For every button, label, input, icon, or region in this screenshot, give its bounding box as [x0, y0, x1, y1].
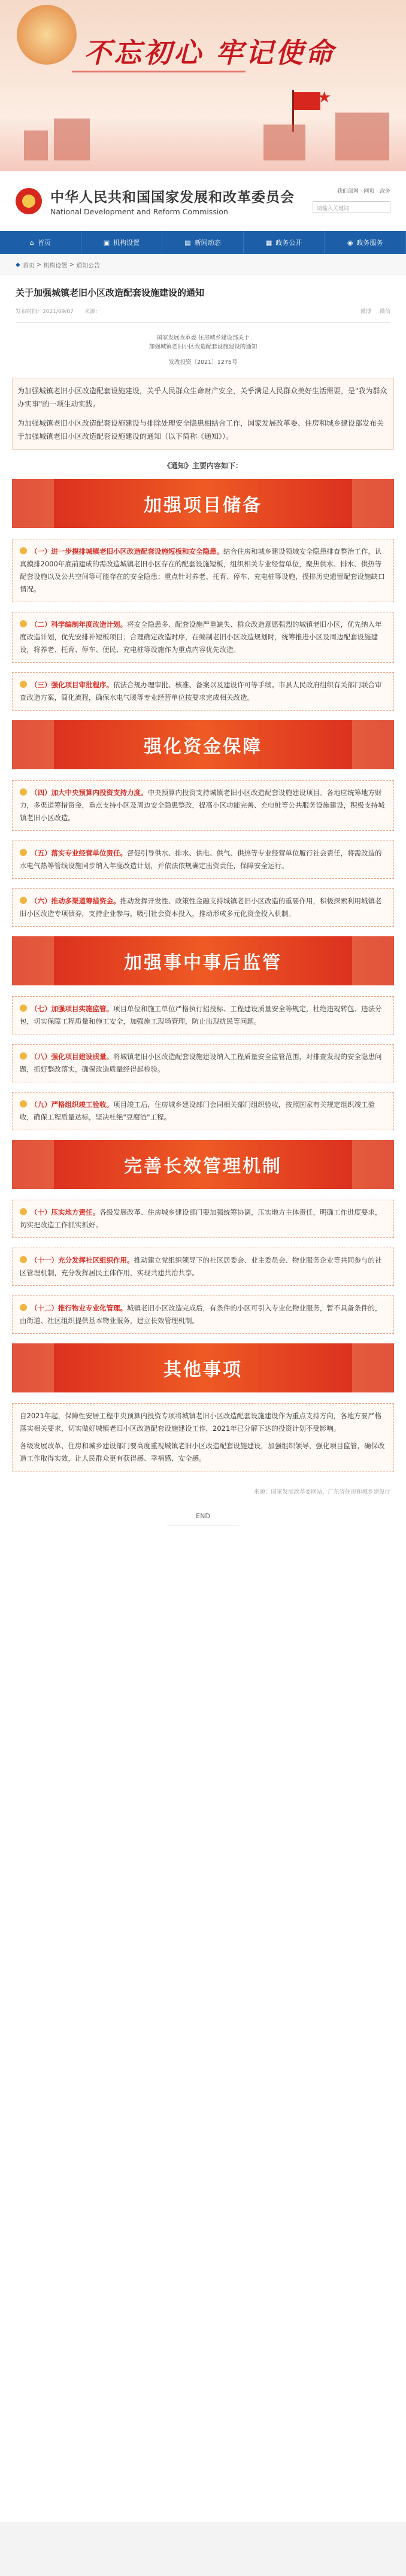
banner-slogan: 不忘初心 牢记使命 [84, 37, 336, 69]
closing-paragraph: 各级发展改革、住房和城乡建设部门要高度重视城镇老旧小区改造配套设施建设，加强组织领导，强化项目监管，确保改造工作取得实效，让人民群众更有获得感、幸福感、安全感。 [20, 1442, 385, 1463]
party-emblem-icon: ★ [317, 89, 332, 107]
card-body: 中央预算内投资支持城镇老旧小区改造配套设施建设项目。各地应统筹地方财力，多渠道筹措资金，重点支持小区及周边安全隐患整改，提高小区功能完善、充电桩等公共服务设施建设，积极支持城镇老旧小区改造。 [20, 788, 385, 822]
article-source: 来源：国家发展改革委网站、广东省住房和城乡建设厅 [253, 1489, 390, 1495]
publish-date: 发布时间：2021/09/07 [16, 309, 74, 315]
nav-item-service[interactable] [325, 231, 406, 254]
weibo-share-button[interactable]: 微博 [360, 309, 371, 315]
content-card [12, 996, 394, 1034]
bullet-icon [20, 1052, 27, 1060]
nav-item-label: 首页 [37, 239, 51, 247]
section-title [12, 720, 394, 769]
section-title [12, 479, 394, 528]
nav-item-home[interactable] [0, 231, 81, 254]
card-body: 项目单位和施工单位严格执行招投标、工程建设质量安全等规定，杜绝违规转包、违法分包，切实保障工程质量和施工安全，加强施工现场管理，防止出现扰民等问题。 [20, 1005, 382, 1025]
bullet-icon [20, 547, 27, 554]
content-card [12, 1044, 394, 1082]
share-bar [360, 307, 390, 315]
bullet-icon [20, 1304, 27, 1311]
closing-card [12, 1403, 394, 1471]
bullet-icon [20, 1208, 27, 1215]
breadcrumb: ◆ 首页 > 机构设置 > 通知公告 [0, 254, 406, 275]
bullet-icon [20, 788, 27, 796]
card-body: 督促引导供水、排水、供电、供气、供热等专业经营单位履行社会责任，将需改造的水电气热等管线设施同步纳入年度改造计划，并依法依规确定出资责任，保障安全运行。 [20, 849, 382, 870]
bullet-icon [20, 897, 27, 904]
nav-item-news[interactable] [162, 231, 244, 254]
article-title: 关于加强城镇老旧小区改造配套设施建设的通知 [16, 287, 205, 298]
hill-decoration [0, 117, 406, 171]
top-banner [0, 0, 406, 171]
bullet-icon [20, 1256, 27, 1263]
section-title [12, 1343, 394, 1392]
section-title-text: 强化资金保障 [144, 736, 262, 757]
top-links[interactable]: 我们部网 · 网页 · 政务 [337, 189, 390, 195]
card-heading: （六）推动多渠道筹措资金。 [31, 897, 120, 905]
content-card [12, 1092, 394, 1130]
content-card [12, 841, 394, 879]
news-icon: ▤ [184, 238, 191, 247]
content-card [12, 612, 394, 663]
closing-paragraph: 自2021年起，保障性安居工程中央预算内投资专项将城镇老旧小区改造配套设施建设作为重点支持方向，各地方要严格落实相关要求，切实做好城镇老旧小区改造配套设施建设工作，2021年已分解下达的投资计划不受影响。 [20, 1412, 382, 1433]
card-heading: （二）科学编制年度改造计划。 [31, 620, 127, 629]
doc-icon: ▦ [265, 238, 272, 247]
card-body: 项目竣工后，住房城乡建设部门会同相关部门组织验收，按照国家有关规定组织竣工验收，确保工程质量达标，坚决杜绝"豆腐渣"工程。 [20, 1100, 375, 1121]
building-icon: ▣ [103, 238, 110, 247]
nav-item-label: 政务服务 [356, 239, 383, 247]
section-title [12, 936, 394, 985]
card-heading: （三）强化项目审批程序。 [31, 681, 113, 689]
card-heading: （四）加大中央预算内投资支持力度。 [31, 788, 148, 797]
site-header [0, 171, 406, 231]
content-card [12, 888, 394, 927]
card-heading: （五）落实专业经营单位责任。 [31, 849, 127, 857]
content-card [12, 672, 394, 711]
card-heading: （十一）充分发挥社区组织作用。 [31, 1256, 134, 1264]
content-card [12, 1248, 394, 1286]
nav-item-org[interactable] [81, 231, 163, 254]
card-body: 城镇老旧小区改造完成后，有条件的小区可引入专业化物业服务，暂不具备条件的，由街道、社区组织提供基本物业服务，建立长效管理机制。 [20, 1304, 382, 1325]
org-name-en: National Development and Reform Commission [50, 207, 228, 216]
card-body: 依法合规办理审批、核准、备案以及建设许可等手续。市县人民政府组织有关部门联合审查改造方案，简化流程，确保水电气暖等专业经营单位按要求完成相关改造。 [20, 681, 382, 702]
card-heading: （十二）推行物业专业化管理。 [31, 1304, 127, 1312]
card-heading: （一）进一步摸排城镇老旧小区改造配套设施短板和安全隐患。 [31, 547, 223, 556]
card-body: 将城镇老旧小区改造配套设施建设纳入工程质量安全监管范围，对排查发现的安全隐患问题，抓好整改落实，确保改造质量经得起检验。 [20, 1052, 382, 1073]
content-card [12, 1200, 394, 1238]
wechat-share-button[interactable]: 微信 [379, 309, 390, 315]
content-card [12, 539, 394, 602]
national-emblem-icon: ★ [16, 188, 42, 214]
search-input[interactable]: 请输入关键词 [313, 201, 390, 213]
banner-divider [72, 71, 246, 72]
bullet-icon [20, 1100, 27, 1108]
card-body: 各级发展改革、住房城乡建设部门要加强统筹协调，压实地方主体责任，明确工作进度要求，切实把改造工作抓实抓好。 [20, 1208, 382, 1229]
section-title-text: 加强事中事后监管 [124, 952, 282, 973]
card-heading: （八）强化项目建设质量。 [31, 1052, 113, 1061]
sun-decoration [17, 5, 77, 65]
intro-paragraph: 为加强城镇老旧小区改造配套设施建设，关乎人民群众生命财产安全，关乎满足人民群众美好生活需要，是"我为群众办实事"的一项生动实践。 [17, 387, 387, 408]
breadcrumb-item[interactable]: 通知公告 [76, 262, 101, 269]
card-body: 将安全隐患多、配套设施严重缺失、群众改造意愿强烈的城镇老旧小区，优先纳入年度改造计划，优先安排补短板项目；合理确定改造时序，在编制老旧小区改造规划时，统筹推进小区及周边配套设施建设，将养老、托育、停车、便民、充电桩等设施作为重点内容优先改造。 [20, 620, 382, 654]
nav-item-label: 机构设置 [113, 239, 140, 247]
card-body: 推动发挥开发性、政策性金融支持城镇老旧小区改造的重要作用，积极探索利用城镇老旧小区改造专项债券，支持企业参与，吸引社会资本投入，推动形成多元化资金投入机制。 [20, 897, 382, 918]
page-footer [0, 2522, 406, 2576]
breadcrumb-item[interactable]: 机构设置 [43, 262, 68, 269]
intro-paragraph: 为加强城镇老旧小区改造配套设施建设与排除处理安全隐患相结合工作，国家发展改革委、住房和城乡建设部发布关于加强城镇老旧小区改造配套设施建设的通知（以下简称《通知》）。 [17, 419, 384, 441]
card-heading: （七）加强项目实施监管。 [31, 1005, 113, 1013]
card-body: 推动建立党组织领导下的社区居委会、业主委员会、物业服务企业等共同参与的社区管理机制，充分发挥居民主体作用，实现共建共治共享。 [20, 1256, 382, 1277]
doc-header [0, 333, 406, 351]
bullet-icon [20, 681, 27, 688]
section-title-text: 完善长效管理机制 [124, 1156, 282, 1177]
breadcrumb-item[interactable]: 首页 [22, 262, 35, 269]
source-label: 来源： [84, 309, 101, 315]
doc-header-line: 加强城镇老旧小区改造配套设施建设的通知 [149, 344, 257, 350]
bullet-icon [20, 620, 27, 627]
bullet-icon [20, 1005, 27, 1012]
org-name-cn: 中华人民共和国国家发展和改革委员会 [50, 189, 295, 205]
service-icon: ◉ [347, 238, 353, 247]
end-mark: END [196, 1512, 210, 1520]
card-heading: （十）压实地方责任。 [31, 1208, 99, 1216]
doc-header-line: 国家发展改革委 住房城乡建设部关于 [156, 335, 250, 341]
home-icon: ⌂ [29, 238, 34, 247]
bullet-icon [20, 849, 27, 856]
main-nav [0, 231, 406, 254]
article-meta [16, 302, 390, 323]
nav-item-gov[interactable] [244, 231, 325, 254]
abstract-title: 《通知》主要内容如下： [163, 462, 243, 470]
org-name [50, 186, 295, 216]
intro-box [12, 378, 394, 450]
content-card [12, 780, 394, 831]
nav-item-label: 政务公开 [275, 239, 302, 247]
section-title-text: 加强项目储备 [144, 495, 262, 516]
section-title-text: 其他事项 [163, 1360, 243, 1380]
location-icon: ◆ [16, 261, 20, 268]
content-card [12, 1295, 394, 1334]
card-body: 结合住房和城乡建设领域安全隐患排查整治工作，认真摸排2000年底前建成的需改造城镇老旧小区存在的配套设施短板，组织相关专业经营单位，聚焦供水、排水、供热等配套设施以及公共空间等可能存在的安全隐患；重点针对养老、托育、停车、充电桩等设施，摸排历史遗留配套设施缺口情况。 [20, 547, 385, 593]
nav-item-label: 新闻动态 [194, 239, 221, 247]
section-title [12, 1140, 394, 1189]
doc-number: 发改投资〔2021〕1275号 [168, 359, 238, 366]
card-heading: （九）严格组织竣工验收。 [31, 1100, 113, 1109]
